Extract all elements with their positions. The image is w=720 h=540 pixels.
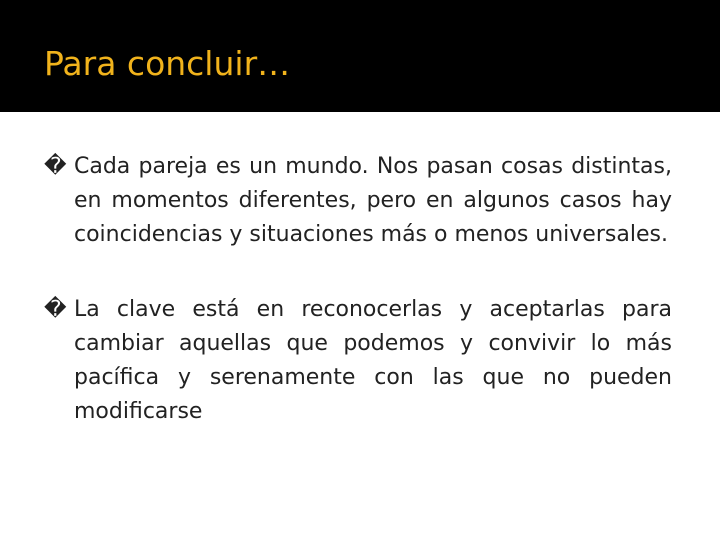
slide-content (44, 150, 672, 429)
bullet-text-2: La clave está en reconocerlas y aceptarlas para cambiar aquellas que podemos y convivir lo más pacífica y serenamente con las que no pueden modificarse (74, 297, 672, 424)
bullet-symbol-icon: � (44, 297, 67, 322)
slide-title: Para concluir… (44, 44, 291, 83)
title-bar (0, 0, 720, 112)
bullet-text-1: Cada pareja es un mundo. Nos pasan cosas distintas, en momentos diferentes, pero en algunos casos hay coincidencias y situaciones más o menos universales. (74, 154, 672, 247)
bullet-symbol-icon: � (44, 154, 67, 179)
bullet-item-1 (44, 150, 672, 252)
bullet-item-2 (44, 293, 672, 429)
